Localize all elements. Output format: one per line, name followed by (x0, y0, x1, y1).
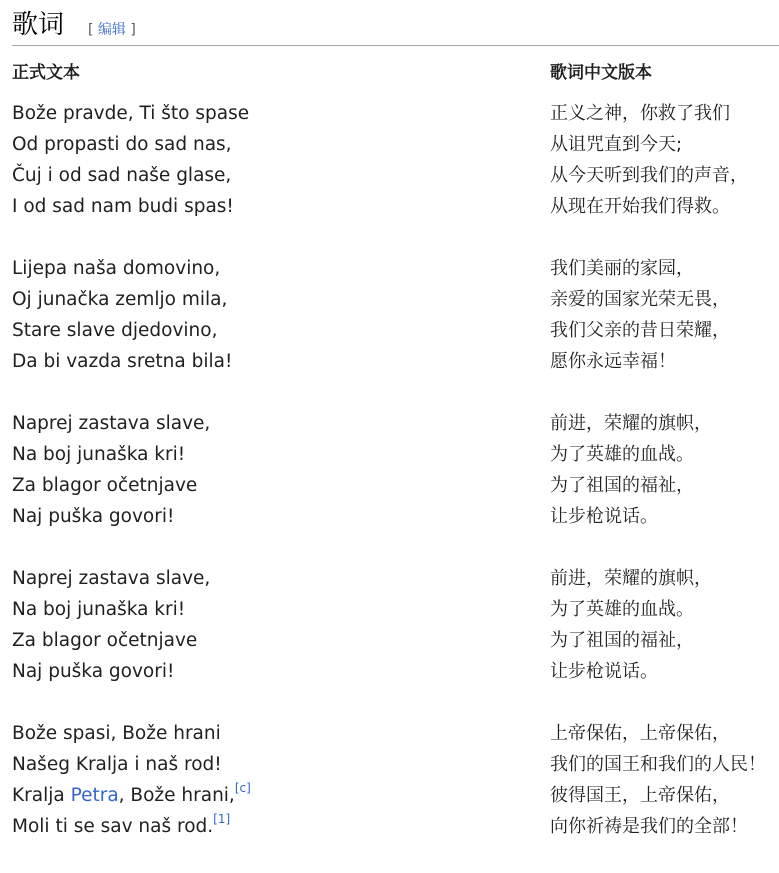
original-text-header: 正式文本 (12, 63, 80, 83)
stanza-1 (12, 98, 512, 222)
chinese-version-column (550, 60, 779, 873)
footnote-c-link[interactable]: [c] (234, 781, 251, 795)
cn-lyric-line: 让步枪说话。 (550, 661, 658, 682)
cn-stanza-5 (550, 718, 779, 842)
cn-lyric-line: 正义之神，你救了我们 (550, 103, 730, 124)
lyric-line: Čuj i od sad naše glase, (12, 165, 232, 186)
cn-lyric-line: 为了英雄的血战。 (550, 444, 694, 465)
cn-lyric-line: 前进，荣耀的旗帜， (550, 413, 712, 434)
cn-lyric-line: 我们父亲的昔日荣耀， (550, 320, 730, 341)
stanza-5 (12, 718, 512, 842)
edit-bracket-open: [ (88, 22, 98, 38)
cn-stanza-1 (550, 98, 779, 222)
section-title: 歌词 (12, 10, 65, 40)
lyric-line: Za blagor očetnjave (12, 630, 198, 651)
lyric-line: Na boj junaška kri! (12, 444, 186, 465)
lyric-line (12, 780, 512, 811)
edit-section (88, 21, 136, 39)
section-heading (12, 8, 779, 46)
cn-lyric-line: 从今天听到我们的声音， (550, 165, 748, 186)
lyric-line: Našeg Kralja i naš rod! (12, 754, 222, 775)
lyric-text: Kralja (12, 785, 71, 806)
lyric-text: Moli ti se sav naš rod. (12, 816, 214, 837)
lyric-line: Naj puška govori! (12, 661, 175, 682)
cn-lyric-line: 我们美丽的家园， (550, 258, 694, 279)
lyric-line: Naprej zastava slave, (12, 568, 211, 589)
cn-lyric-line: 愿你永远幸福！ (550, 351, 676, 372)
lyric-line: Da bi vazda sretna bila! (12, 351, 233, 372)
cn-stanza-4 (550, 563, 779, 687)
stanza-4 (12, 563, 512, 687)
reference-1-link[interactable]: [1] (213, 812, 231, 826)
lyric-line: Lijepa naša domovino, (12, 258, 221, 279)
lyric-line: Bože spasi, Bože hrani (12, 723, 221, 744)
edit-bracket-close: ] (125, 22, 136, 38)
cn-lyric-line: 从诅咒直到今天; (550, 134, 683, 155)
original-text-column (12, 60, 512, 873)
lyric-line: I od sad nam budi spas! (12, 196, 234, 217)
stanza-2 (12, 253, 512, 377)
cn-lyric-line: 为了祖国的福祉， (550, 475, 694, 496)
lyric-line: Na boj junaška kri! (12, 599, 186, 620)
cn-lyric-line: 为了英雄的血战。 (550, 599, 694, 620)
lyric-line: Naj puška govori! (12, 506, 175, 527)
lyric-line (12, 811, 512, 842)
cn-lyric-line: 从现在开始我们得救。 (550, 196, 730, 217)
cn-lyric-line: 上帝保佑，上帝保佑， (550, 723, 730, 744)
cn-lyric-line: 我们的国王和我们的人民！ (550, 754, 766, 775)
cn-stanza-3 (550, 408, 779, 532)
footnote-c (235, 781, 251, 795)
cn-stanza-2 (550, 253, 779, 377)
stanza-3 (12, 408, 512, 532)
cn-lyric-line: 亲爱的国家光荣无畏， (550, 289, 730, 310)
edit-link[interactable]: 编辑 (97, 22, 126, 38)
lyric-line: Naprej zastava slave, (12, 413, 211, 434)
cn-lyric-line: 为了祖国的福祉， (550, 630, 694, 651)
reference-1 (213, 812, 230, 826)
lyric-text: , Bože hrani, (118, 785, 235, 806)
chinese-version-header: 歌词中文版本 (550, 63, 652, 83)
cn-lyric-line: 前进，荣耀的旗帜， (550, 568, 712, 589)
lyric-line: Oj junačka zemljo mila, (12, 289, 228, 310)
lyric-line: Stare slave djedovino, (12, 320, 218, 341)
petra-link[interactable]: Petra (70, 785, 119, 806)
cn-lyric-line: 向你祈祷是我们的全部！ (550, 816, 748, 837)
lyric-line: Bože pravde, Ti što spase (12, 103, 250, 124)
lyric-line: Za blagor očetnjave (12, 475, 198, 496)
lyric-line: Od propasti do sad nas, (12, 134, 232, 155)
cn-lyric-line: 彼得国王，上帝保佑， (550, 785, 730, 806)
cn-lyric-line: 让步枪说话。 (550, 506, 658, 527)
